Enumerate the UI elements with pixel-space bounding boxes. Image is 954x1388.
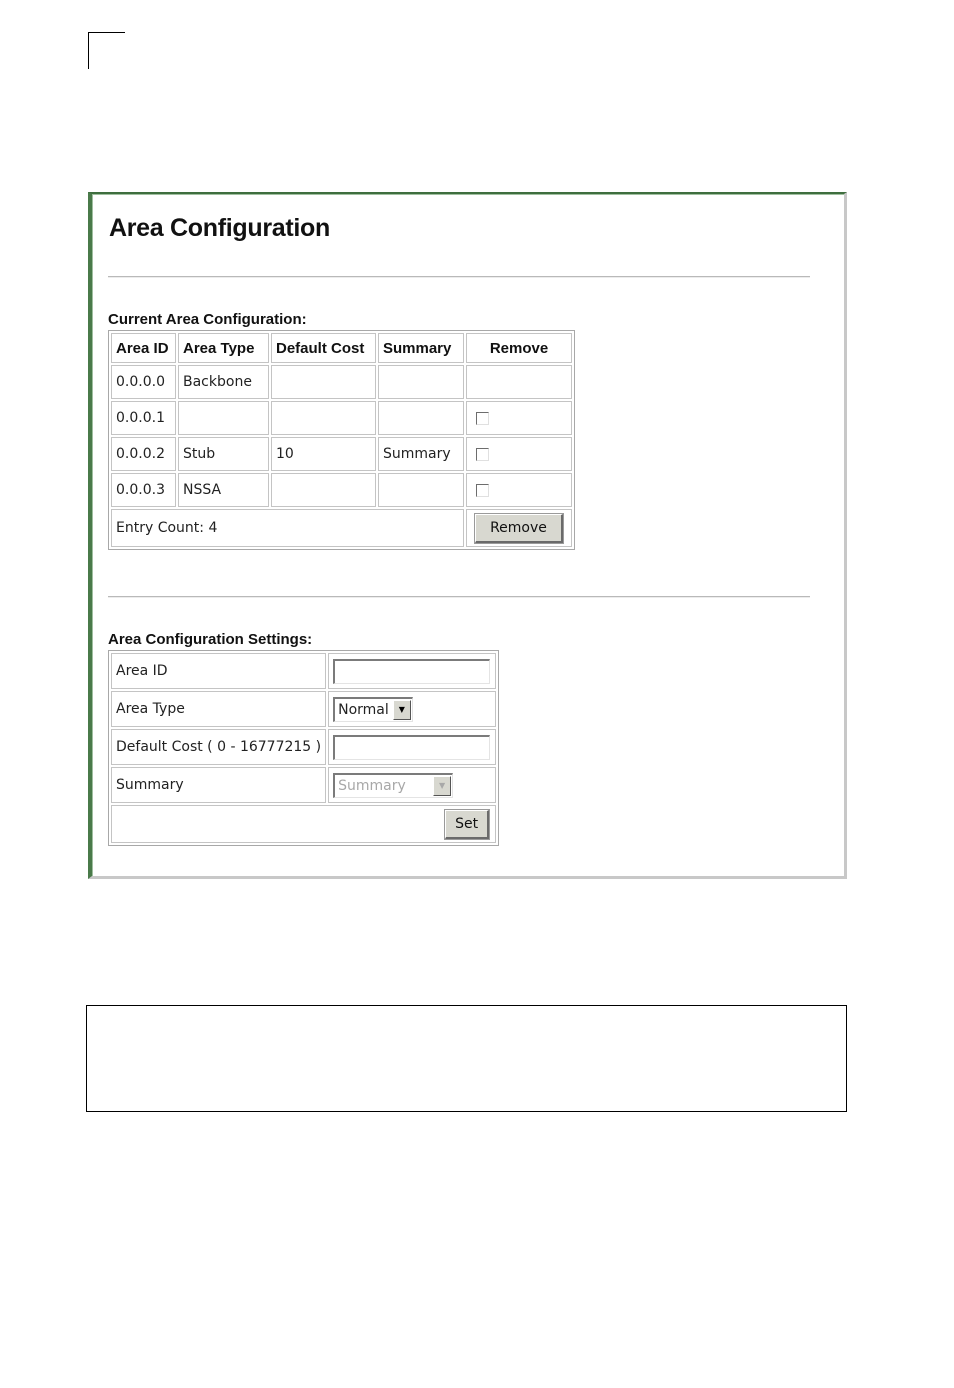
page-title: Area Configuration [109, 214, 330, 242]
default-cost-input-cell [328, 729, 496, 765]
remove-checkbox-0-0-0-1[interactable] [476, 412, 489, 425]
cell-area-type [178, 401, 269, 435]
cell-area-type: Backbone [178, 365, 269, 399]
cell-default-cost [271, 365, 376, 399]
column-header-summary: Summary [378, 333, 464, 363]
summary-selected-value: Summary [338, 777, 406, 794]
column-header-area-id: Area ID [111, 333, 176, 363]
area-type-label: Area Type [111, 691, 326, 727]
table-row [111, 365, 572, 399]
table-row [111, 401, 572, 435]
area-id-input-cell [328, 653, 496, 689]
chevron-down-icon: ▼ [433, 776, 451, 796]
area-type-selected-value: Normal [338, 701, 389, 718]
cell-default-cost [271, 401, 376, 435]
cell-default-cost [271, 473, 376, 507]
cell-remove [466, 365, 572, 399]
settings-row-submit [111, 805, 496, 843]
area-settings-table [108, 650, 499, 846]
column-header-default-cost: Default Cost [271, 333, 376, 363]
current-area-heading: Current Area Configuration: [108, 311, 307, 328]
cell-area-id: 0.0.0.0 [111, 365, 176, 399]
summary-select-cell [328, 767, 496, 803]
area-type-select-cell [328, 691, 496, 727]
remove-checkbox-0-0-0-2[interactable] [476, 448, 489, 461]
default-cost-input[interactable] [333, 735, 490, 760]
title-divider [108, 276, 810, 278]
set-button[interactable]: Set [445, 810, 489, 839]
area-type-select[interactable] [333, 697, 413, 722]
cell-default-cost: 10 [271, 437, 376, 471]
summary-label: Summary [111, 767, 326, 803]
remove-checkbox-0-0-0-3[interactable] [476, 484, 489, 497]
cell-remove [466, 401, 572, 435]
page-corner-mark [88, 32, 125, 69]
cell-summary [378, 365, 464, 399]
cell-area-id: 0.0.0.2 [111, 437, 176, 471]
settings-row-area-type [111, 691, 496, 727]
cell-remove [466, 437, 572, 471]
table-row [111, 473, 572, 507]
section-divider [108, 596, 810, 598]
cell-summary [378, 473, 464, 507]
area-id-input[interactable] [333, 659, 490, 684]
settings-row-area-id [111, 653, 496, 689]
empty-note-box [86, 1005, 847, 1112]
area-configuration-panel [88, 192, 847, 879]
current-area-table [108, 330, 575, 550]
cell-remove [466, 473, 572, 507]
cell-area-id: 0.0.0.3 [111, 473, 176, 507]
settings-row-summary [111, 767, 496, 803]
table-row [111, 437, 572, 471]
column-header-remove: Remove [466, 333, 572, 363]
chevron-down-icon[interactable]: ▼ [393, 700, 411, 720]
cell-summary: Summary [378, 437, 464, 471]
set-button-cell [111, 805, 496, 843]
entry-count: Entry Count: 4 [111, 509, 464, 547]
column-header-area-type: Area Type [178, 333, 269, 363]
remove-button-cell [466, 509, 572, 547]
area-settings-heading: Area Configuration Settings: [108, 631, 313, 648]
cell-area-type: NSSA [178, 473, 269, 507]
remove-button[interactable]: Remove [475, 514, 563, 543]
entry-count-row [111, 509, 572, 547]
settings-row-default-cost [111, 729, 496, 765]
summary-select [333, 773, 453, 798]
area-id-label: Area ID [111, 653, 326, 689]
cell-area-id: 0.0.0.1 [111, 401, 176, 435]
cell-summary [378, 401, 464, 435]
cell-area-type: Stub [178, 437, 269, 471]
default-cost-label: Default Cost ( 0 - 16777215 ) [111, 729, 326, 765]
table-header-row [111, 333, 572, 363]
